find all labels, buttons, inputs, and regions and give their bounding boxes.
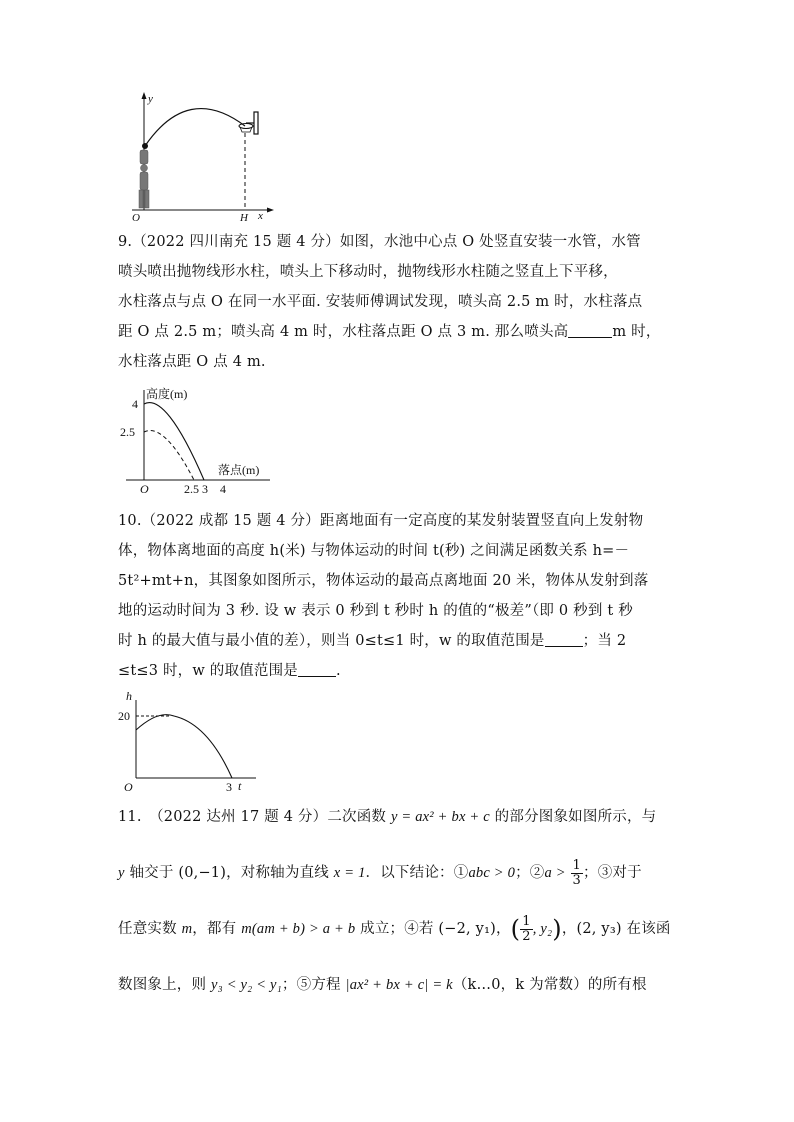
q9-line-4 xyxy=(118,317,678,347)
q11-line-1 xyxy=(118,789,678,845)
q11-conclusion-5: |ax² + bx + c| = k xyxy=(345,977,453,993)
q9-answer-blank[interactable] xyxy=(568,319,612,338)
q10-line-6-after: . xyxy=(335,663,341,679)
figure-basketball-parabola xyxy=(118,88,278,223)
q11-l3-text-b: ，都有 xyxy=(192,921,242,937)
fig3-y-label: h xyxy=(126,690,132,703)
q9-line-4-text: 距 O 点 2.5 m；喷头高 4 m 时，水柱落点距 O 点 3 m. 那么喷头高 xyxy=(118,324,569,340)
fig3-origin-label: O xyxy=(124,780,133,794)
fig2-origin-label: O xyxy=(140,482,149,496)
fig1-h-label: H xyxy=(240,212,248,223)
fig3-y-tick-20: 20 xyxy=(118,709,130,723)
q10-answer-blank-2[interactable] xyxy=(298,658,336,677)
q9-line-4-after: m 时， xyxy=(612,324,661,340)
q11-conclusion-1: abc > 0 xyxy=(468,865,516,881)
q10-line-2: 体，物体离地面的高度 h(米) 与物体运动的时间 t(秒) 之间满足函数关系 h=－ xyxy=(118,543,630,559)
question-9 xyxy=(118,227,678,377)
q10-line-6 xyxy=(118,656,678,686)
q11-l3-text-a: 任意实数 xyxy=(118,921,182,937)
q11-l4-text-c: （k…0，k 为常数）的所有根 xyxy=(452,977,647,993)
fig2-x-label: 落点(m) xyxy=(218,463,260,477)
q11-l2-text-g: ；③对于 xyxy=(583,865,642,881)
fig1-x-label: x xyxy=(258,210,263,222)
fig2-y-label: 高度(m) xyxy=(146,387,188,401)
q10-line-5-after: ；当 2 xyxy=(582,633,627,649)
question-11 xyxy=(118,789,678,1013)
q11-quadratic-equation: y = ax² + bx + c xyxy=(390,809,490,825)
q9-line-1: 9.（2022 四川南充 15 题 4 分）如图，水池中心点 O 处竖直安装一水管，水管 xyxy=(118,234,641,250)
q10-line-1: 10.（2022 成都 15 题 4 分）距离地面有一定高度的某发射装置竖直向上发射物 xyxy=(118,513,644,529)
fig2-x-ticks: 2.5 3 xyxy=(184,482,208,496)
q11-conclusion-2: a > xyxy=(544,865,566,881)
q11-l1-text-a: 11. （2022 达州 17 题 4 分）二次函数 xyxy=(118,809,391,825)
q10-line-5 xyxy=(118,626,678,656)
q11-l3-text-c: 成立；④若 (−2, y₁)， xyxy=(355,921,511,937)
q11-l3-frac-num: 1 xyxy=(522,913,531,929)
q11-conclusion-4: y₃ < y₂ < y₁ xyxy=(211,977,282,993)
q11-line-3: 任意实数 m，都有 m(am + b) > a + b 成立；④若 (−2, y₁)，( $\frac{1}{2}$ , y₂)，(2, y₃) 在该函 xyxy=(118,913,671,944)
q11-axis-equation: x = 1 xyxy=(333,865,366,881)
fig3-x-tick-3: 3 xyxy=(226,780,232,794)
q9-line-2: 喷头喷出抛物线形水柱，喷头上下移动时，抛物线形水柱随之竖直上下平移， xyxy=(118,264,618,280)
q11-line-4 xyxy=(118,957,678,1013)
q11-l3-y2: , y₂ xyxy=(532,921,553,937)
q9-line-5: 水柱落点距 O 点 4 m. xyxy=(118,354,266,370)
q11-line-2 xyxy=(118,845,678,901)
question-10 xyxy=(118,506,678,686)
figure-fountain-graph xyxy=(118,384,288,496)
q11-l2-y: y xyxy=(118,865,125,881)
q11-l3-text-e: ，(2, y₃) 在该函 xyxy=(561,921,671,937)
q10-answer-blank-1[interactable] xyxy=(545,628,583,647)
q11-conclusion-3: m(am + b) > a + b xyxy=(241,921,356,937)
fig1-origin-label: O xyxy=(132,212,140,223)
q11-l1-text-b: 的部分图象如图所示，与 xyxy=(489,809,657,825)
q11-frac-den: 3 xyxy=(572,872,582,888)
fig3-x-label: t xyxy=(238,779,242,793)
q11-l3-m: m xyxy=(181,921,193,937)
q10-line-3: 5t²+mt+n，其图象如图所示，物体运动的最高点离地面 20 米，物体从发射到落 xyxy=(118,573,649,589)
fig2-y-tick-4: 4 xyxy=(132,397,138,411)
q11-frac-num: 1 xyxy=(572,857,582,873)
fig2-x-tick-4: 4 xyxy=(220,482,226,496)
fig2-y-tick-2.5: 2.5 xyxy=(120,425,135,439)
q11-l2-text-b: 轴交于 (0,−1)，对称轴为直线 xyxy=(124,865,334,881)
q10-line-4: 地的运动时间为 3 秒. 设 w 表示 0 秒到 t 秒时 h 的值的“极差”（即 0 秒到 t 秒 xyxy=(118,603,633,619)
q11-l3-frac-den: 2 xyxy=(522,928,531,944)
q11-l4-text-a: 数图象上，则 xyxy=(118,977,212,993)
q11-fraction-one-third xyxy=(571,859,583,888)
q10-line-5-text: 时 h 的最大值与最小值的差），则当 0≤t≤1 时，w 的取值范围是 xyxy=(118,633,545,649)
q11-l4-text-b: ；⑤方程 xyxy=(281,977,346,993)
q11-l2-text-c: ．以下结论：① xyxy=(365,865,469,881)
figure-projectile-graph xyxy=(118,690,268,796)
q11-l2-text-e: ；② xyxy=(515,865,545,881)
fig1-y-label: y xyxy=(148,93,153,105)
q9-line-3: 水柱落点与点 O 在同一水平面. 安装师傅调试发现，喷头高 2.5 m 时，水柱落点 xyxy=(118,294,643,310)
q10-line-6-text: ≤t≤3 时，w 的取值范围是 xyxy=(118,663,298,679)
q11-fraction-one-half xyxy=(520,915,532,944)
